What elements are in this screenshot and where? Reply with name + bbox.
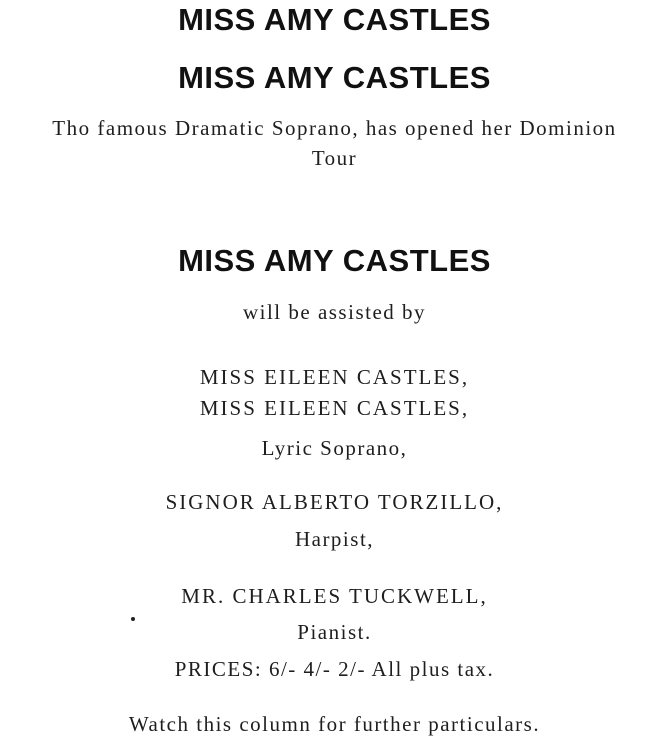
performer-role: Lyric Soprano, xyxy=(261,436,408,460)
performer-name: MR. CHARLES TUCKWELL, xyxy=(181,584,488,608)
performer-role: Pianist. xyxy=(297,620,372,644)
headline-3: MISS AMY CASTLES xyxy=(178,243,491,278)
headline-2: MISS AMY CASTLES xyxy=(178,60,491,95)
performer-name-repeat: MISS EILEEN CASTLES, xyxy=(199,396,470,420)
performer-role: Harpist, xyxy=(294,527,375,551)
footer-note: Watch this column for further particulars. xyxy=(128,712,541,736)
prices-line: PRICES: 6/- 4/- 2/- All plus tax. xyxy=(174,657,495,681)
intro-line-2: Tour xyxy=(311,146,358,170)
headline-1: MISS AMY CASTLES xyxy=(178,2,491,37)
ink-speck xyxy=(131,617,135,621)
performer-name: SIGNOR ALBERTO TORZILLO, xyxy=(165,490,504,514)
performer-name: MISS EILEEN CASTLES, xyxy=(199,365,470,389)
intro-line-1: Tho famous Dramatic Soprano, has opened her Dominion xyxy=(52,116,617,140)
assisted-by-text: will be assisted by xyxy=(242,300,427,324)
